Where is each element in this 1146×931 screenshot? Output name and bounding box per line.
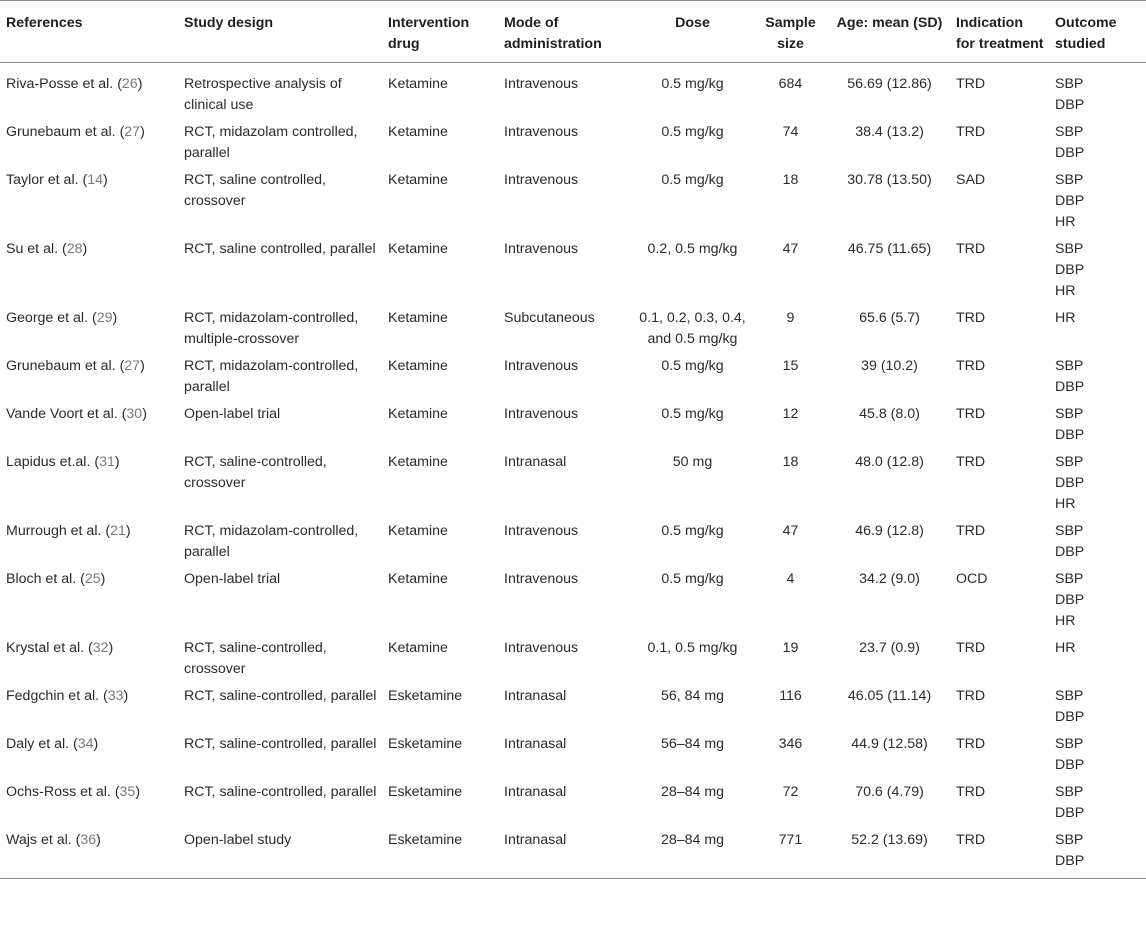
cell-age: 45.8 (8.0) — [859, 406, 920, 422]
cell-dose: 56, 84 mg — [660, 688, 725, 704]
outcome-item: DBP — [1055, 262, 1085, 278]
cell-reference: Ochs-Ross et al. (35) — [6, 784, 141, 800]
cell-sample-size: 346 — [778, 736, 803, 752]
cell-mode-of-administration: Intranasal — [504, 736, 567, 752]
outcome-item: SBP — [1055, 76, 1084, 92]
cell-dose: 0.5 mg/kg — [661, 358, 724, 374]
cell-sample-size: 47 — [782, 523, 799, 539]
cell-mode-of-administration: Intravenous — [504, 640, 579, 656]
cell-age: 48.0 (12.8) — [855, 454, 924, 470]
outcome-item: DBP — [1055, 544, 1085, 560]
cell-mode-of-administration: Intravenous — [504, 406, 579, 422]
cell-outcome — [1049, 63, 1146, 123]
outcome-item: HR — [1055, 640, 1076, 656]
cell-sample-size: 116 — [779, 688, 802, 704]
cell-age: 34.2 (9.0) — [859, 571, 920, 587]
cell-study-design: RCT, saline-controlled, crossover — [184, 640, 327, 677]
header-row — [0, 1, 1146, 63]
reference-author: Vande Voort et al. — [6, 406, 118, 422]
outcome-item: SBP — [1055, 358, 1084, 374]
cell-mode-of-administration: Subcutaneous — [504, 310, 595, 326]
cell-dose: 0.5 mg/kg — [661, 76, 724, 92]
outcome-item: SBP — [1055, 784, 1084, 800]
outcome-item: SBP — [1055, 454, 1084, 470]
header-mode-of-administration: Mode of administration — [504, 15, 602, 52]
cell-intervention-drug: Ketamine — [388, 571, 448, 587]
reference-link[interactable]: 33 — [107, 688, 124, 704]
cell-intervention-drug: Esketamine — [388, 736, 463, 752]
cell-indication: TRD — [956, 406, 986, 422]
cell-outcome — [1049, 638, 1146, 686]
cell-dose: 0.5 mg/kg — [661, 172, 724, 188]
cell-outcome — [1049, 404, 1146, 452]
reference-link[interactable]: 25 — [84, 571, 101, 587]
cell-outcome — [1049, 356, 1146, 404]
cell-intervention-drug: Ketamine — [388, 640, 448, 656]
outcome-item: SBP — [1055, 571, 1084, 587]
cell-dose: 0.5 mg/kg — [661, 523, 724, 539]
reference-author: Bloch et al. — [6, 571, 77, 587]
reference-link[interactable]: 36 — [80, 832, 97, 848]
table-row — [0, 830, 1146, 879]
cell-age: 30.78 (13.50) — [847, 172, 932, 188]
cell-study-design: RCT, saline-controlled, crossover — [184, 454, 327, 491]
cell-sample-size: 18 — [782, 172, 799, 188]
cell-outcome — [1049, 830, 1146, 879]
reference-author: Lapidus et.al. — [6, 454, 91, 470]
outcome-item: DBP — [1055, 592, 1085, 608]
outcome-item: DBP — [1055, 757, 1085, 773]
cell-reference: Riva-Posse et al. (26) — [6, 76, 143, 92]
reference-author: Daly et al. — [6, 736, 70, 752]
cell-reference: Murrough et al. (21) — [6, 523, 131, 539]
outcome-item: SBP — [1055, 124, 1084, 140]
cell-study-design: RCT, midazolam-controlled, multiple-crossover — [184, 310, 359, 347]
table-body — [0, 63, 1146, 879]
outcome-item: HR — [1055, 496, 1076, 512]
cell-intervention-drug: Ketamine — [388, 241, 448, 257]
cell-sample-size: 19 — [782, 640, 799, 656]
cell-age: 46.05 (11.14) — [847, 688, 932, 704]
cell-study-design: RCT, midazolam controlled, parallel — [184, 124, 358, 161]
table-row — [0, 122, 1146, 170]
cell-dose: 0.5 mg/kg — [661, 124, 724, 140]
cell-indication: TRD — [956, 784, 986, 800]
reference-author: Wajs et al. — [6, 832, 72, 848]
cell-reference: Krystal et al. (32) — [6, 640, 114, 656]
cell-indication: SAD — [956, 172, 986, 188]
cell-study-design: RCT, saline-controlled, parallel — [184, 784, 377, 800]
cell-age: 46.75 (11.65) — [847, 241, 932, 257]
outcome-item: HR — [1055, 613, 1076, 629]
reference-author: Murrough et al. — [6, 523, 102, 539]
table-row — [0, 356, 1146, 404]
cell-indication: TRD — [956, 358, 986, 374]
cell-sample-size: 684 — [778, 76, 803, 92]
cell-indication: TRD — [956, 688, 986, 704]
table-row — [0, 686, 1146, 734]
cell-mode-of-administration: Intravenous — [504, 358, 579, 374]
reference-link[interactable]: 30 — [126, 406, 143, 422]
cell-sample-size: 18 — [782, 454, 799, 470]
cell-age: 44.9 (12.58) — [851, 736, 928, 752]
reference-link[interactable]: 27 — [124, 358, 141, 374]
cell-study-design: RCT, saline-controlled, parallel — [184, 688, 377, 704]
outcome-item: DBP — [1055, 97, 1085, 113]
table-row — [0, 782, 1146, 830]
table-row — [0, 239, 1146, 308]
cell-intervention-drug: Ketamine — [388, 124, 448, 140]
outcome-item: DBP — [1055, 427, 1085, 443]
outcome-item: DBP — [1055, 853, 1085, 869]
table-row — [0, 521, 1146, 569]
cell-sample-size: 4 — [786, 571, 795, 587]
cell-intervention-drug: Esketamine — [388, 784, 463, 800]
cell-age: 65.6 (5.7) — [859, 310, 920, 326]
cell-outcome — [1049, 686, 1146, 734]
cell-outcome — [1049, 521, 1146, 569]
cell-outcome — [1049, 122, 1146, 170]
cell-sample-size: 771 — [778, 832, 803, 848]
reference-author: Ochs-Ross et al. — [6, 784, 111, 800]
cell-mode-of-administration: Intravenous — [504, 124, 579, 140]
header-outcome-text: Outcome studied — [1055, 15, 1117, 52]
table-row — [0, 569, 1146, 638]
table-row — [0, 638, 1146, 686]
cell-indication: TRD — [956, 310, 986, 326]
cell-dose: 28–84 mg — [660, 832, 725, 848]
cell-dose: 28–84 mg — [660, 784, 725, 800]
cell-dose: 0.1, 0.5 mg/kg — [647, 640, 738, 656]
cell-sample-size: 47 — [782, 241, 799, 257]
outcome-item: DBP — [1055, 475, 1085, 491]
table-header — [0, 1, 1146, 63]
reference-author: Su et al. — [6, 241, 59, 257]
outcome-item: SBP — [1055, 241, 1084, 257]
cell-age: 56.69 (12.86) — [847, 76, 932, 92]
outcome-item: SBP — [1055, 406, 1084, 422]
cell-intervention-drug: Esketamine — [388, 832, 463, 848]
header-references: References — [6, 15, 83, 31]
cell-study-design: RCT, saline-controlled, parallel — [184, 736, 377, 752]
cell-dose: 56–84 mg — [660, 736, 725, 752]
reference-link[interactable]: 14 — [87, 172, 103, 188]
cell-intervention-drug: Ketamine — [388, 76, 448, 92]
cell-reference: Lapidus et.al. (31) — [6, 454, 120, 470]
outcome-item: SBP — [1055, 832, 1084, 848]
reference-author: Krystal et al. — [6, 640, 85, 656]
reference-author: Fedgchin et al. — [6, 688, 100, 704]
cell-age: 52.2 (13.69) — [851, 832, 928, 848]
reference-link[interactable]: 32 — [92, 640, 109, 656]
cell-intervention-drug: Ketamine — [388, 406, 448, 422]
outcome-item: DBP — [1055, 805, 1085, 821]
cell-outcome — [1049, 308, 1146, 356]
header-intervention-drug: Intervention drug — [388, 15, 470, 52]
cell-reference: George et al. (29) — [6, 310, 118, 326]
reference-link[interactable]: 34 — [77, 736, 94, 752]
cell-sample-size: 9 — [786, 310, 795, 326]
cell-dose: 0.5 mg/kg — [661, 571, 724, 587]
cell-reference: Vande Voort et al. (30) — [6, 406, 147, 422]
cell-indication: TRD — [956, 523, 986, 539]
header-indication: Indication for treatment — [956, 15, 1044, 52]
cell-age: 38.4 (13.2) — [855, 124, 924, 140]
cell-indication: TRD — [956, 736, 986, 752]
cell-age: 46.9 (12.8) — [855, 523, 924, 539]
header-study-design: Study design — [184, 15, 274, 31]
cell-mode-of-administration: Intranasal — [504, 688, 567, 704]
cell-reference: Wajs et al. (36) — [6, 832, 101, 848]
cell-intervention-drug: Ketamine — [388, 523, 448, 539]
outcome-item: HR — [1055, 214, 1076, 230]
cell-mode-of-administration: Intravenous — [504, 172, 579, 188]
table-row — [0, 452, 1146, 521]
cell-study-design: Open-label study — [184, 832, 292, 848]
cell-age: 23.7 (0.9) — [859, 640, 920, 656]
cell-outcome — [1049, 782, 1146, 830]
cell-outcome — [1049, 170, 1146, 239]
cell-intervention-drug: Ketamine — [388, 454, 448, 470]
cell-indication: TRD — [956, 124, 986, 140]
table-row — [0, 63, 1146, 123]
cell-dose: 0.5 mg/kg — [661, 406, 724, 422]
reference-link[interactable]: 31 — [99, 454, 115, 470]
cell-reference: Su et al. (28) — [6, 241, 88, 257]
cell-outcome — [1049, 239, 1146, 308]
cell-reference: Taylor et al. (14) — [6, 172, 108, 188]
cell-intervention-drug: Ketamine — [388, 310, 448, 326]
cell-age: 39 (10.2) — [861, 358, 918, 374]
reference-author: Grunebaum et al. — [6, 358, 116, 374]
cell-reference: Daly et al. (34) — [6, 736, 99, 752]
cell-intervention-drug: Ketamine — [388, 172, 448, 188]
reference-link[interactable]: 28 — [66, 241, 83, 257]
cell-study-design: RCT, saline controlled, parallel — [184, 241, 376, 257]
cell-indication: TRD — [956, 241, 986, 257]
cell-dose: 0.1, 0.2, 0.3, 0.4, and 0.5 mg/kg — [639, 310, 746, 347]
cell-mode-of-administration: Intranasal — [504, 784, 567, 800]
table-row — [0, 404, 1146, 452]
cell-outcome — [1049, 452, 1146, 521]
reference-author: Taylor et al. — [6, 172, 79, 188]
cell-outcome — [1049, 569, 1146, 638]
cell-dose: 50 mg — [672, 454, 713, 470]
outcome-item: SBP — [1055, 688, 1084, 704]
cell-reference: Grunebaum et al. (27) — [6, 358, 145, 374]
outcome-item: HR — [1055, 283, 1076, 299]
cell-indication: TRD — [956, 832, 986, 848]
outcome-item: DBP — [1055, 379, 1085, 395]
reference-link[interactable]: 35 — [119, 784, 136, 800]
reference-link[interactable]: 21 — [110, 523, 126, 539]
cell-mode-of-administration: Intranasal — [504, 832, 567, 848]
cell-study-design: Open-label trial — [184, 406, 281, 422]
cell-indication: TRD — [956, 76, 986, 92]
cell-mode-of-administration: Intranasal — [504, 454, 567, 470]
cell-mode-of-administration: Intravenous — [504, 241, 579, 257]
header-age: Age: mean (SD) — [836, 15, 943, 31]
table-row — [0, 734, 1146, 782]
header-sample-size: Sample size — [765, 15, 816, 52]
reference-author: Riva-Posse et al. — [6, 76, 114, 92]
cell-indication: TRD — [956, 454, 986, 470]
cell-study-design: Retrospective analysis of clinical use — [184, 76, 342, 113]
outcome-item: DBP — [1055, 709, 1085, 725]
cell-sample-size: 15 — [782, 358, 799, 374]
cell-intervention-drug: Ketamine — [388, 358, 448, 374]
reference-author: George et al. — [6, 310, 89, 326]
cell-reference: Grunebaum et al. (27) — [6, 124, 145, 140]
cell-mode-of-administration: Intravenous — [504, 571, 579, 587]
cell-study-design: RCT, saline controlled, crossover — [184, 172, 326, 209]
cell-reference: Bloch et al. (25) — [6, 571, 106, 587]
cell-age: 70.6 (4.79) — [855, 784, 924, 800]
outcome-item: DBP — [1055, 193, 1085, 209]
cell-sample-size: 74 — [782, 124, 799, 140]
outcome-item: SBP — [1055, 172, 1084, 188]
cell-indication: OCD — [956, 571, 988, 587]
cell-sample-size: 72 — [782, 784, 799, 800]
reference-link[interactable]: 27 — [124, 124, 141, 140]
outcome-item: SBP — [1055, 736, 1084, 752]
table-row — [0, 308, 1146, 356]
reference-author: Grunebaum et al. — [6, 124, 116, 140]
cell-intervention-drug: Esketamine — [388, 688, 463, 704]
outcome-item: DBP — [1055, 145, 1085, 161]
reference-link[interactable]: 29 — [96, 310, 113, 326]
cell-mode-of-administration: Intravenous — [504, 523, 579, 539]
cell-study-design: RCT, midazolam-controlled, parallel — [184, 523, 359, 560]
cell-reference: Fedgchin et al. (33) — [6, 688, 129, 704]
cell-study-design: RCT, midazolam-controlled, parallel — [184, 358, 359, 395]
cell-sample-size: 12 — [782, 406, 799, 422]
cell-outcome — [1049, 734, 1146, 782]
header-dose: Dose — [675, 15, 710, 31]
reference-link[interactable]: 26 — [121, 76, 138, 92]
outcome-item: SBP — [1055, 523, 1084, 539]
header-outcome — [1049, 1, 1146, 63]
cell-indication: TRD — [956, 640, 986, 656]
outcome-item: HR — [1055, 310, 1076, 326]
table-row — [0, 170, 1146, 239]
cell-dose: 0.2, 0.5 mg/kg — [647, 241, 738, 257]
cell-study-design: Open-label trial — [184, 571, 281, 587]
cell-mode-of-administration: Intravenous — [504, 76, 579, 92]
